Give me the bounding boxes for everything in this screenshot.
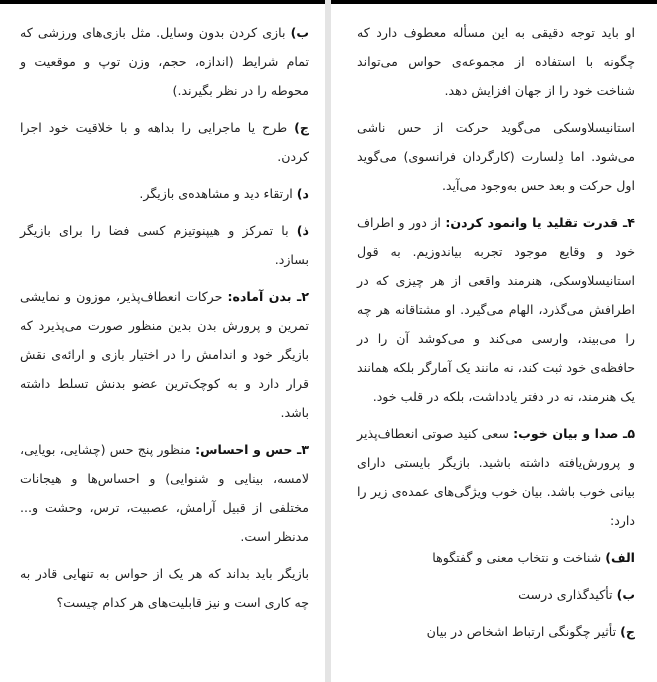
paragraph-lead: ۲ـ بدن آماده: [227, 289, 309, 304]
paragraph-lead: د) [296, 186, 309, 201]
paragraph-text: با تمرکز و هیپنوتیزم کسی فضا را برای بازیگر بسازد. [20, 223, 309, 267]
paragraph-lead: ۳ـ حس و احساس: [195, 442, 309, 457]
paragraph-text: منظور پنج حس (چشایی، بویایی، لامسه، بینایی و شنوایی) و احساس‌ها و هیجانات مختلفی از قبیل آرامش، عصبیت، ترس، وحشت و... مدنظر است. [20, 442, 309, 544]
paragraph-lead: ب) [290, 25, 309, 40]
paragraph [20, 18, 309, 105]
paragraph [20, 435, 309, 551]
paragraph [357, 18, 635, 105]
top-bar [331, 0, 657, 4]
paragraph-text: ارتقاء دید و مشاهده‌ی بازیگر. [139, 186, 297, 201]
paragraph [357, 580, 635, 609]
paragraph [20, 179, 309, 208]
paragraph-lead: ج) [294, 120, 309, 135]
top-bar [0, 0, 325, 4]
paragraph-text: بازیگر باید بداند که هر یک از حواس به تنهایی قادر به چه کاری است و نیز قابلیت‌های هر کدام چیست؟ [20, 566, 309, 610]
paragraph-text: طرح یا ماجرایی را بداهه و با خلاقیت خود اجرا کردن. [20, 120, 309, 164]
paragraph-lead: ب) [616, 587, 635, 602]
paragraph [20, 282, 309, 427]
paragraph-text: بازی کردن بدون وسایل. مثل بازی‌های ورزشی که تمام شرایط (اندازه، حجم، وزن توپ و موقعیت و محوطه را در نظر بگیرند.) [20, 25, 309, 98]
paragraph-text: سعی کنید صوتی انعطاف‌پذیر و پرورش‌یافته داشته باشید. بازیگر بایستی دارای بیانی خوب باشد. بیان خوب ویژگی‌های عمده‌ی زیر را دارد: [357, 426, 635, 528]
paragraph-lead: الف) [605, 550, 635, 565]
paragraph-text: حرکات انعطاف‌پذیر، موزون و نمایشی تمرین و پرورش بدن بدین منظور صورت می‌پذیرد که بازیگر خود و اندامش را در اختیار بازی و ارائه‌ی نقش قرار دارد و به کوچک‌ترین عضو بدنش تسلط داشته باشد. [20, 289, 309, 420]
paragraph-lead: ج) [620, 624, 635, 639]
paragraph [357, 543, 635, 572]
paragraph-lead: ۴ـ قدرت تقلید یا وانمود کردن: [445, 215, 635, 230]
paragraph-lead: ۵ـ صدا و بیان خوب: [513, 426, 635, 441]
left-column-text [20, 18, 309, 625]
paragraph-text: استانیسلاوسکی می‌گوید حرکت از حس ناشی می‌شود. اما دِلسارت (کارگردان فرانسوی) می‌گوید اول حرکت و بعد حس به‌وجود می‌آید. [357, 120, 635, 193]
paragraph [357, 419, 635, 535]
paragraph-lead: ذ) [296, 223, 309, 238]
right-column-text [357, 18, 635, 654]
paragraph-text: از دور و اطراف خود و وقایع موجود تجربه بیاندوزیم. به قول استانیسلاوسکی، هنرمند واقعی از هر چیزی که در اطرافش می‌گذرد، الهام می‌گیرد. او مشتاقانه هر چه را می‌بیند، وارسی می‌کند و می‌کوشد آن را در حافظه‌ی خود ثبت کند، نه مانند یک آمارگر بلکه همانند یک هنرمند، نه در دفتر یادداشت، بلکه در قلب خود. [357, 215, 635, 404]
paragraph [357, 208, 635, 411]
paragraph [20, 216, 309, 274]
paragraph [20, 559, 309, 617]
paragraph [357, 113, 635, 200]
paragraph-text: تأکیدگذاری درست [518, 587, 617, 602]
paragraph [357, 617, 635, 646]
paragraph-text: شناخت و نتخاب معنی و گفتگوها [432, 550, 606, 565]
left-page-column [0, 0, 325, 682]
paragraph-text: تأثیر چگونگی ارتباط اشخاص در بیان [426, 624, 621, 639]
paragraph-text: او باید توجه دقیقی به این مسأله معطوف دارد که چگونه با استفاده از مجموعه‌ی حواس می‌تواند شناخت خود را از جهان افزایش دهد. [357, 25, 635, 98]
paragraph [20, 113, 309, 171]
right-page-column [331, 0, 657, 682]
